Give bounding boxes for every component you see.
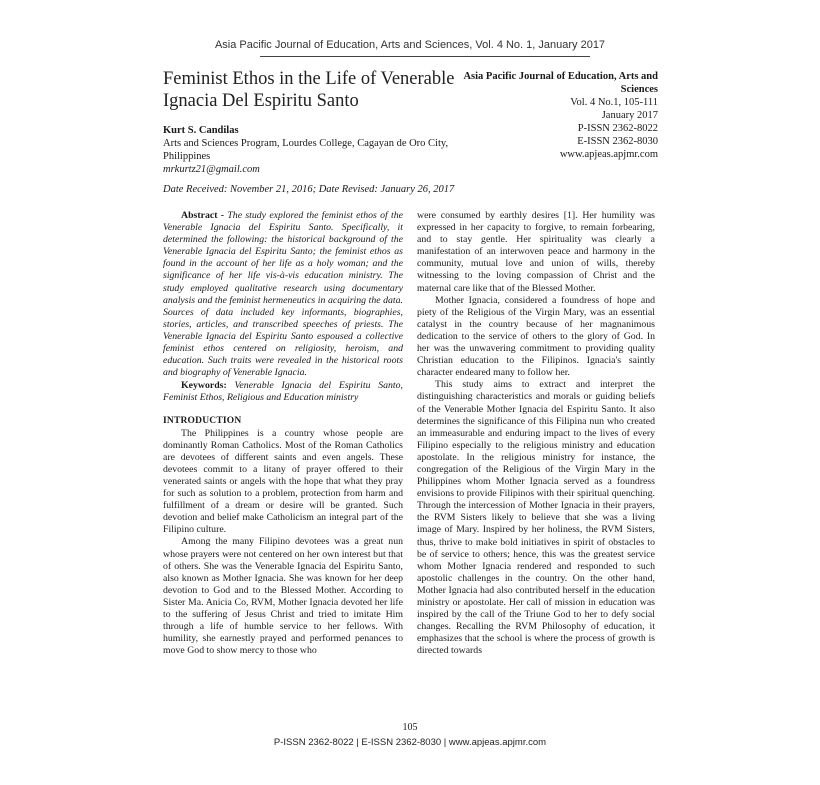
body-paragraph: Mother Ignacia, considered a foundress of hope and piety of the Religious of the Virgin Mary, was an essential catalyst in the country because of her magnanimous dedication to the service of others to the glory of God. In her was the unwavering commitment to providing quality Christian education to the Filipinos. Ignacia's saintly character endeared many to follow her. — [417, 294, 655, 379]
abstract-label: Abstract - — [181, 210, 225, 221]
author-email: mrkurtz21@gmail.com — [163, 164, 260, 175]
body-paragraph: Among the many Filipino devotees was a great nun whose prayers were not centered on her own interest but that of others. She was the Venerable Ignacia del Espiritu Santo, also known as Mother Ignacia. She was known for her deep devotion to God and to the Blessed Mother. According to Sister Ma. Anicia Co, RVM, Mother Ignacia devoted her life to the suffering of Jesus Christ and tried to imitate Him through a life of humble service to her fellows. With humility, she earnestly prayed and performed penances to move God to show mercy to those who — [163, 536, 403, 657]
abstract — [163, 210, 403, 379]
author-affiliation: Arts and Sciences Program, Lourdes College, Cagayan de Oro City, Philippines — [163, 138, 449, 162]
keywords-text: Venerable Ignacia del Espiritu Santo, Feminist Ethos, Religious and Education ministry — [163, 380, 404, 404]
left-column — [163, 210, 403, 657]
journal-date: January 2017 — [601, 110, 658, 121]
keywords-label: Keywords: — [181, 380, 227, 392]
journal-pissn: P-ISSN 2362-8022 — [577, 123, 658, 134]
journal-info — [458, 70, 658, 161]
keywords — [163, 380, 403, 404]
body-paragraph: The Philippines is a country whose people are dominantly Roman Catholics. Most of the Roman Catholics are devotees of different saints and even angels. These devotees commit to a litany of prayer offered to their venerated saints or angels with the hope that what they pray for such as solution to a problem, protection from harm and fulfillment of a dream or desire will be granted. Such devotion and belief make Catholicism an integral part of the Filipino culture. — [163, 427, 403, 536]
body-paragraph: were consumed by earthly desires [1]. Her humility was expressed in her capacity to forgive, to remain forbearing, and to stay gentle. Her spirituality was clearly a manifestation of an interwoven peace and harmony in the community, mutual love and union of wills, thereby witnessing to the loving compassion of Christ and the maternal care like that of the Blessed Mother. — [417, 210, 655, 294]
journal-volume: Vol. 4 No.1, 105-111 — [570, 97, 658, 108]
journal-eissn: E-ISSN 2362-8030 — [577, 136, 658, 147]
journal-url: www.apjeas.apjmr.com — [559, 149, 658, 160]
right-column — [417, 210, 655, 657]
author-block — [163, 124, 463, 176]
running-head: Asia Pacific Journal of Education, Arts and Sciences, Vol. 4 No. 1, January 2017 — [214, 39, 606, 51]
submission-dates: Date Received: November 21, 2016; Date Revised: January 26, 2017 — [163, 184, 455, 195]
header-rule — [260, 56, 590, 57]
body-paragraph: This study aims to extract and interpret the distinguishing characteristics and morals or guiding beliefs of the Venerable Mother Ignacia del Espiritu Santo. It also determines the significance of this Filipina nun who created an immeasurable and enduring impact to the lives of every Filipino especially to the religious ministry and education apostolate. In the religious ministry for instance, the congregation of the Religious of the Virgin Mary in the Philippines whom Mother Ignacia served as a foundress envisions to provide Filipinos with their spiritual quenching. Through the intercession of Mother Ignacia in their prayers, the RVM Sisters likely to believe that she was a living image of Mary. Inspired by her holiness, the RVM Sisters, thus, thrive to make bold initiatives in spirit of obstacles to be of service to others; hence, this was the greatest service whom Mother Ignacia rendered and responded to such apostolic challenges in the country. On the other hand, Mother Ignacia had also contributed herself in the education ministry or apostolate. Her call of mission in education was inspired by the call of the Triune God to her to defy social changes. Recalling the RVM Philosophy of education, it emphasizes that the school is where the process of growth is directed towards — [417, 379, 655, 657]
abstract-text: The study explored the feminist ethos of the Venerable Ignacia del Espiritu Santo. Specifically, it determined the following: the historical background of the Venerable Ignacia del Espiritu Santo; the feminist ethos as found in the account of her life as a holy woman; and the significance of her life vis-à-vis education ministry. The study employed qualitative research using documentary analysis and the feminist hermeneutics in acquiring the data. Sources of data included key informants, biographies, stories, articles, and transcribed speeches of priests. The Venerable Ignacia del Espiritu Santo espoused a collective feminist ethos centered on religiosity, heroism, and education. Such traits were revealed in the historical roots and biography of Venerable Ignacia. — [163, 210, 404, 379]
page-number: 105 — [402, 722, 418, 733]
paper-title: Feminist Ethos in the Life of Venerable Ignacia Del Espiritu Santo — [163, 69, 455, 111]
page-footer: P-ISSN 2362-8022 | E-ISSN 2362-8030 | www.apjeas.apjmr.com — [273, 737, 547, 748]
author-name: Kurt S. Candilas — [163, 125, 239, 136]
journal-name: Asia Pacific Journal of Education, Arts and Sciences — [463, 71, 658, 95]
section-heading-introduction: INTRODUCTION — [163, 415, 242, 426]
